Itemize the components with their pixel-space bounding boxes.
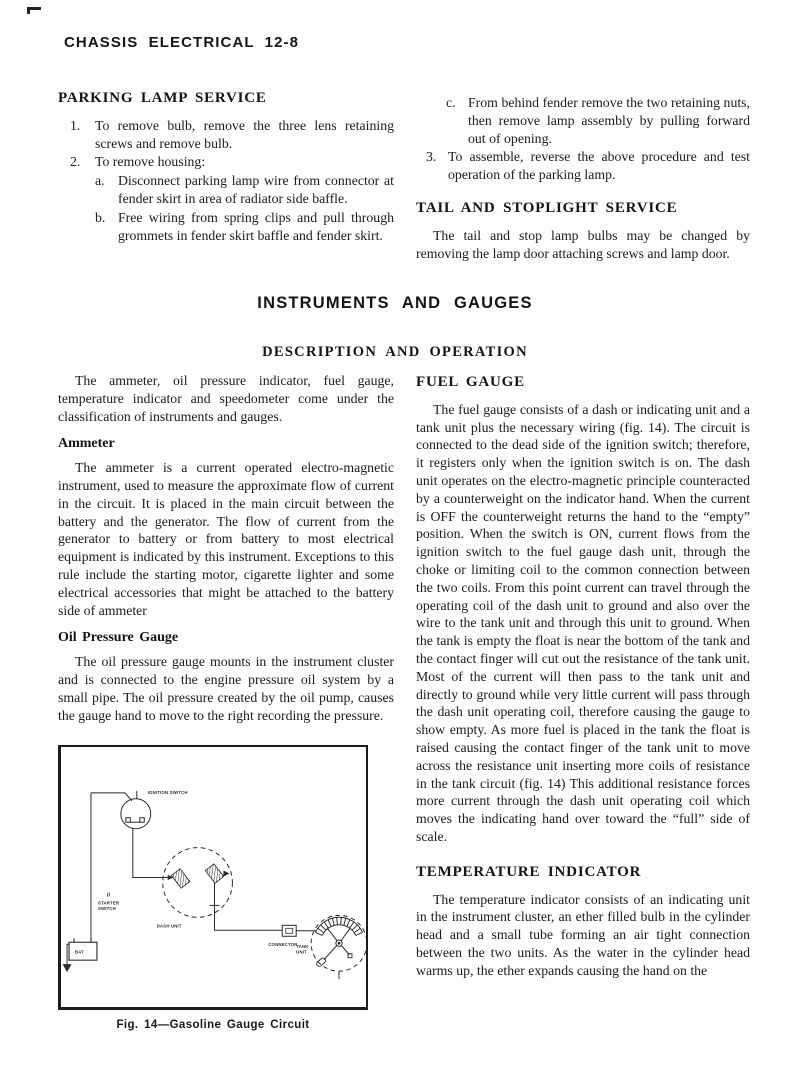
tail-stoplight-paragraph: The tail and stop lamp bulbs may be changed by removing the lamp door attaching screws and lamp door. xyxy=(416,227,750,261)
list-item-text: To assemble, reverse the above procedure and test operation of the parking lamp. xyxy=(448,149,750,183)
dash-unit-symbol xyxy=(163,848,233,918)
tank-unit-label-line1: TANK xyxy=(296,944,309,950)
list-item xyxy=(58,172,394,208)
list-item xyxy=(416,94,750,147)
ignition-switch-symbol xyxy=(121,791,151,829)
column-right-top xyxy=(416,94,750,262)
list-item xyxy=(58,117,394,153)
tank-unit-label-line2: UNIT xyxy=(296,949,307,955)
wire-gauge-mark: II xyxy=(106,892,111,899)
list-item xyxy=(58,153,394,171)
list-marker: a. xyxy=(95,173,105,189)
dash-unit-label: DASH UNIT xyxy=(156,923,182,929)
column-left-main xyxy=(58,372,394,724)
circuit-diagram xyxy=(61,747,366,1007)
battery-label: BAT xyxy=(75,949,85,955)
list-marker: b. xyxy=(95,209,106,225)
heading-oil-pressure-gauge: Oil Pressure Gauge xyxy=(58,630,179,646)
ammeter-paragraph: The ammeter is a current operated electro-magnetic instrument, used to measure the approximate flow of current in the circuit. It is placed in the main circuit between the battery and the generator. The flow of current from the generator to battery or from battery to most electrical equipment is indicated by this instrument. Exceptions to this rule include the starting motor, cigarette lighter and some electrical accessories that might be attached to the battery side of ammeter xyxy=(58,460,394,618)
wire-ignition-to-dash-unit xyxy=(133,829,168,878)
starter-switch-label-line1: STARTER xyxy=(97,900,120,906)
section-subtitle: DESCRIPTION AND OPERATION xyxy=(262,344,528,360)
figure-caption: Fig. 14—Gasoline Gauge Circuit xyxy=(116,1019,310,1031)
scan-artifact xyxy=(27,7,41,10)
list-marker: 3. xyxy=(426,149,437,165)
column-left-top xyxy=(58,90,394,245)
float-symbol xyxy=(316,957,327,967)
resistance-element xyxy=(316,917,363,935)
list-marker: 2. xyxy=(70,154,81,170)
oil-pressure-paragraph: The oil pressure gauge mounts in the instrument cluster and is connected to the engine pressure oil system by a small pipe. The oil pressure created by the oil pump, causes the gauge hand to move to the right recording the pressure. xyxy=(58,654,394,723)
tank-unit-symbol xyxy=(311,915,366,971)
fuel-gauge-paragraph: The fuel gauge consists of a dash or indicating unit and a tank unit plus the necessary wiring (fig. 14). The circuit is connected to the dead side of the ignition switch; therefore, it registers only when the ignition switch is on. The dash unit operates on the electro-magnetic principle counteracted by a counterweight on the indicator hand. When the current is OFF the counterweight returns the hand to the “empty” position. When the switch is ON, current flows from the ignition switch to the fuel gauge dash unit, through the choke or limiting coil to the common connection between the two coils. From this point current can travel through the operating coil of the dash unit to ground and also over the wire to the tank unit and through this unit to ground. When the tank is empty the float is near the bottom of the tank and the contact finger will cut out the resistance of the tank unit. Most of the current will then pass to the tank unit and directly to ground while very little current will pass through the dash unit operating coil, therefore causing the gauge to show empty. As more fuel is placed in the tank the float is raised causing the contact finger of the tank unit to move across the resistance unit inserting more coils of resistance in the tank circuit (fig. 14) This additional resistance forces more current through the dash unit operating coil which moves the indicating hand over toward the “full” side of scale. xyxy=(416,401,750,844)
limiting-coil xyxy=(171,869,189,888)
list-marker: 1. xyxy=(70,117,81,133)
starter-switch-label-line2: SWITCH xyxy=(97,905,116,911)
list-item xyxy=(416,148,750,184)
list-marker: c. xyxy=(446,95,456,110)
connector-symbol xyxy=(282,925,296,936)
figure-14-gasoline-gauge-circuit xyxy=(58,745,368,1010)
operating-coil xyxy=(205,864,223,883)
heading-parking-lamp-service: PARKING LAMP SERVICE xyxy=(58,90,267,106)
temperature-paragraph: The temperature indicator consists of an indicating unit in the instrument cluster, an ether filled bulb in the cylinder head and a small tube forming an air tight connection between the two units. As the water in the cylinder head warms up, the ether expands causing the hand on the xyxy=(416,891,750,978)
heading-temperature-indicator: TEMPERATURE INDICATOR xyxy=(416,863,642,880)
section-title: INSTRUMENTS AND GAUGES xyxy=(257,294,533,312)
wire-battery-to-ignition xyxy=(91,793,132,801)
ignition-switch-label: IGNITION SWITCH xyxy=(147,789,188,795)
heading-fuel-gauge: FUEL GAUGE xyxy=(416,374,525,390)
indicator-hand-arrow xyxy=(223,871,229,877)
list-item-text: Free wiring from spring clips and pull through grommets in fender skirt baffle and fender skirt. xyxy=(118,209,394,243)
list-item-text: To remove housing: xyxy=(95,154,206,170)
instruments-intro-paragraph: The ammeter, oil pressure indicator, fuel gauge, temperature indicator and speedometer come under the classification of instruments and gauges. xyxy=(58,373,394,424)
heading-ammeter: Ammeter xyxy=(58,436,115,452)
connector-label: CONNECTOR xyxy=(268,942,298,948)
heading-tail-stoplight-service: TAIL AND STOPLIGHT SERVICE xyxy=(416,199,678,216)
list-item-text: To remove bulb, remove the three lens retaining screws and remove bulb. xyxy=(95,117,394,151)
list-item-text: From behind fender remove the two retaining nuts, then remove lamp assembly by pulling forward out of opening. xyxy=(468,95,750,146)
wire-dash-unit-to-connector xyxy=(214,882,282,930)
column-right-main xyxy=(416,374,750,980)
contact-finger-arm xyxy=(324,928,350,960)
page-header: CHASSIS ELECTRICAL 12-8 xyxy=(64,34,300,51)
list-item-text: Disconnect parking lamp wire from connector at fender skirt in area of radiator side baffle. xyxy=(118,173,394,206)
list-item xyxy=(58,209,394,245)
